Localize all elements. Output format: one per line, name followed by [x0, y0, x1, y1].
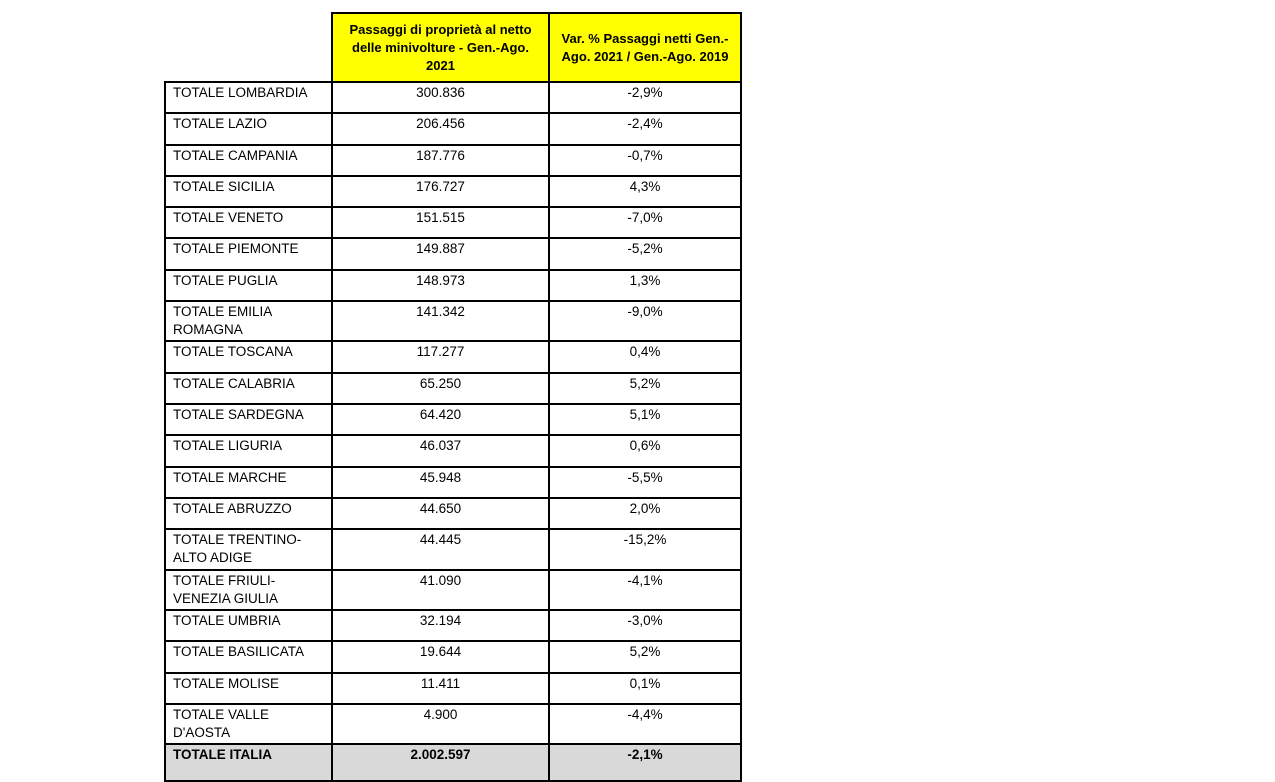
change-cell: 0,1%: [549, 673, 741, 704]
region-cell: TOTALE PUGLIA: [165, 270, 332, 301]
change-cell: -0,7%: [549, 145, 741, 176]
corner-cell: [165, 13, 332, 82]
table-row: [165, 341, 741, 372]
value-cell: 141.342: [332, 301, 549, 341]
region-cell: TOTALE EMILIA ROMAGNA: [165, 301, 332, 341]
change-cell: 0,4%: [549, 341, 741, 372]
change-cell: -5,5%: [549, 467, 741, 498]
change-cell: -2,4%: [549, 113, 741, 144]
change-cell: 5,2%: [549, 373, 741, 404]
change-cell: -2,9%: [549, 82, 741, 113]
region-cell: TOTALE LOMBARDIA: [165, 82, 332, 113]
change-cell: -4,4%: [549, 704, 741, 744]
table-row: [165, 145, 741, 176]
total-row: [165, 744, 741, 781]
header-row: [165, 13, 741, 82]
change-cell: 1,3%: [549, 270, 741, 301]
value-cell: 44.445: [332, 529, 549, 569]
value-cell: 300.836: [332, 82, 549, 113]
region-cell: TOTALE TOSCANA: [165, 341, 332, 372]
total-region-cell: TOTALE ITALIA: [165, 744, 332, 781]
region-cell: TOTALE SICILIA: [165, 176, 332, 207]
total-change-cell: -2,1%: [549, 744, 741, 781]
table-row: [165, 673, 741, 704]
table-row: [165, 301, 741, 341]
region-cell: TOTALE CALABRIA: [165, 373, 332, 404]
region-cell: TOTALE SARDEGNA: [165, 404, 332, 435]
change-cell: -3,0%: [549, 610, 741, 641]
value-cell: 46.037: [332, 435, 549, 466]
region-cell: TOTALE BASILICATA: [165, 641, 332, 672]
value-cell: 11.411: [332, 673, 549, 704]
value-cell: 44.650: [332, 498, 549, 529]
value-cell: 32.194: [332, 610, 549, 641]
table-row: [165, 238, 741, 269]
value-cell: 148.973: [332, 270, 549, 301]
value-cell: 149.887: [332, 238, 549, 269]
table-row: [165, 207, 741, 238]
change-cell: -7,0%: [549, 207, 741, 238]
table-row: [165, 529, 741, 569]
header-transfers-2021: Passaggi di proprietà al netto delle minivolture - Gen.-Ago. 2021: [332, 13, 549, 82]
table-body: [165, 13, 741, 781]
change-cell: -15,2%: [549, 529, 741, 569]
region-cell: TOTALE VENETO: [165, 207, 332, 238]
region-cell: TOTALE VALLE D'AOSTA: [165, 704, 332, 744]
region-cell: TOTALE FRIULI-VENEZIA GIULIA: [165, 570, 332, 610]
value-cell: 19.644: [332, 641, 549, 672]
region-cell: TOTALE UMBRIA: [165, 610, 332, 641]
table-row: [165, 498, 741, 529]
change-cell: -5,2%: [549, 238, 741, 269]
change-cell: 5,1%: [549, 404, 741, 435]
header-change-2021-vs-2019: Var. % Passaggi netti Gen.-Ago. 2021 / Gen.-Ago. 2019: [549, 13, 741, 82]
change-cell: 0,6%: [549, 435, 741, 466]
region-transfers-table: [164, 12, 742, 782]
table-row: [165, 610, 741, 641]
region-cell: TOTALE LIGURIA: [165, 435, 332, 466]
region-cell: TOTALE TRENTINO-ALTO ADIGE: [165, 529, 332, 569]
table-row: [165, 467, 741, 498]
region-cell: TOTALE LAZIO: [165, 113, 332, 144]
change-cell: -4,1%: [549, 570, 741, 610]
value-cell: 45.948: [332, 467, 549, 498]
table-row: [165, 704, 741, 744]
table-row: [165, 113, 741, 144]
value-cell: 65.250: [332, 373, 549, 404]
region-cell: TOTALE MARCHE: [165, 467, 332, 498]
value-cell: 206.456: [332, 113, 549, 144]
table-row: [165, 82, 741, 113]
change-cell: 4,3%: [549, 176, 741, 207]
change-cell: -9,0%: [549, 301, 741, 341]
change-cell: 5,2%: [549, 641, 741, 672]
region-cell: TOTALE CAMPANIA: [165, 145, 332, 176]
value-cell: 151.515: [332, 207, 549, 238]
value-cell: 117.277: [332, 341, 549, 372]
value-cell: 64.420: [332, 404, 549, 435]
region-cell: TOTALE ABRUZZO: [165, 498, 332, 529]
value-cell: 41.090: [332, 570, 549, 610]
region-cell: TOTALE PIEMONTE: [165, 238, 332, 269]
value-cell: 176.727: [332, 176, 549, 207]
table-row: [165, 404, 741, 435]
region-cell: TOTALE MOLISE: [165, 673, 332, 704]
table-row: [165, 435, 741, 466]
change-cell: 2,0%: [549, 498, 741, 529]
value-cell: 4.900: [332, 704, 549, 744]
table-row: [165, 570, 741, 610]
total-value-cell: 2.002.597: [332, 744, 549, 781]
table-row: [165, 641, 741, 672]
table-row: [165, 176, 741, 207]
table-row: [165, 373, 741, 404]
value-cell: 187.776: [332, 145, 549, 176]
table-row: [165, 270, 741, 301]
